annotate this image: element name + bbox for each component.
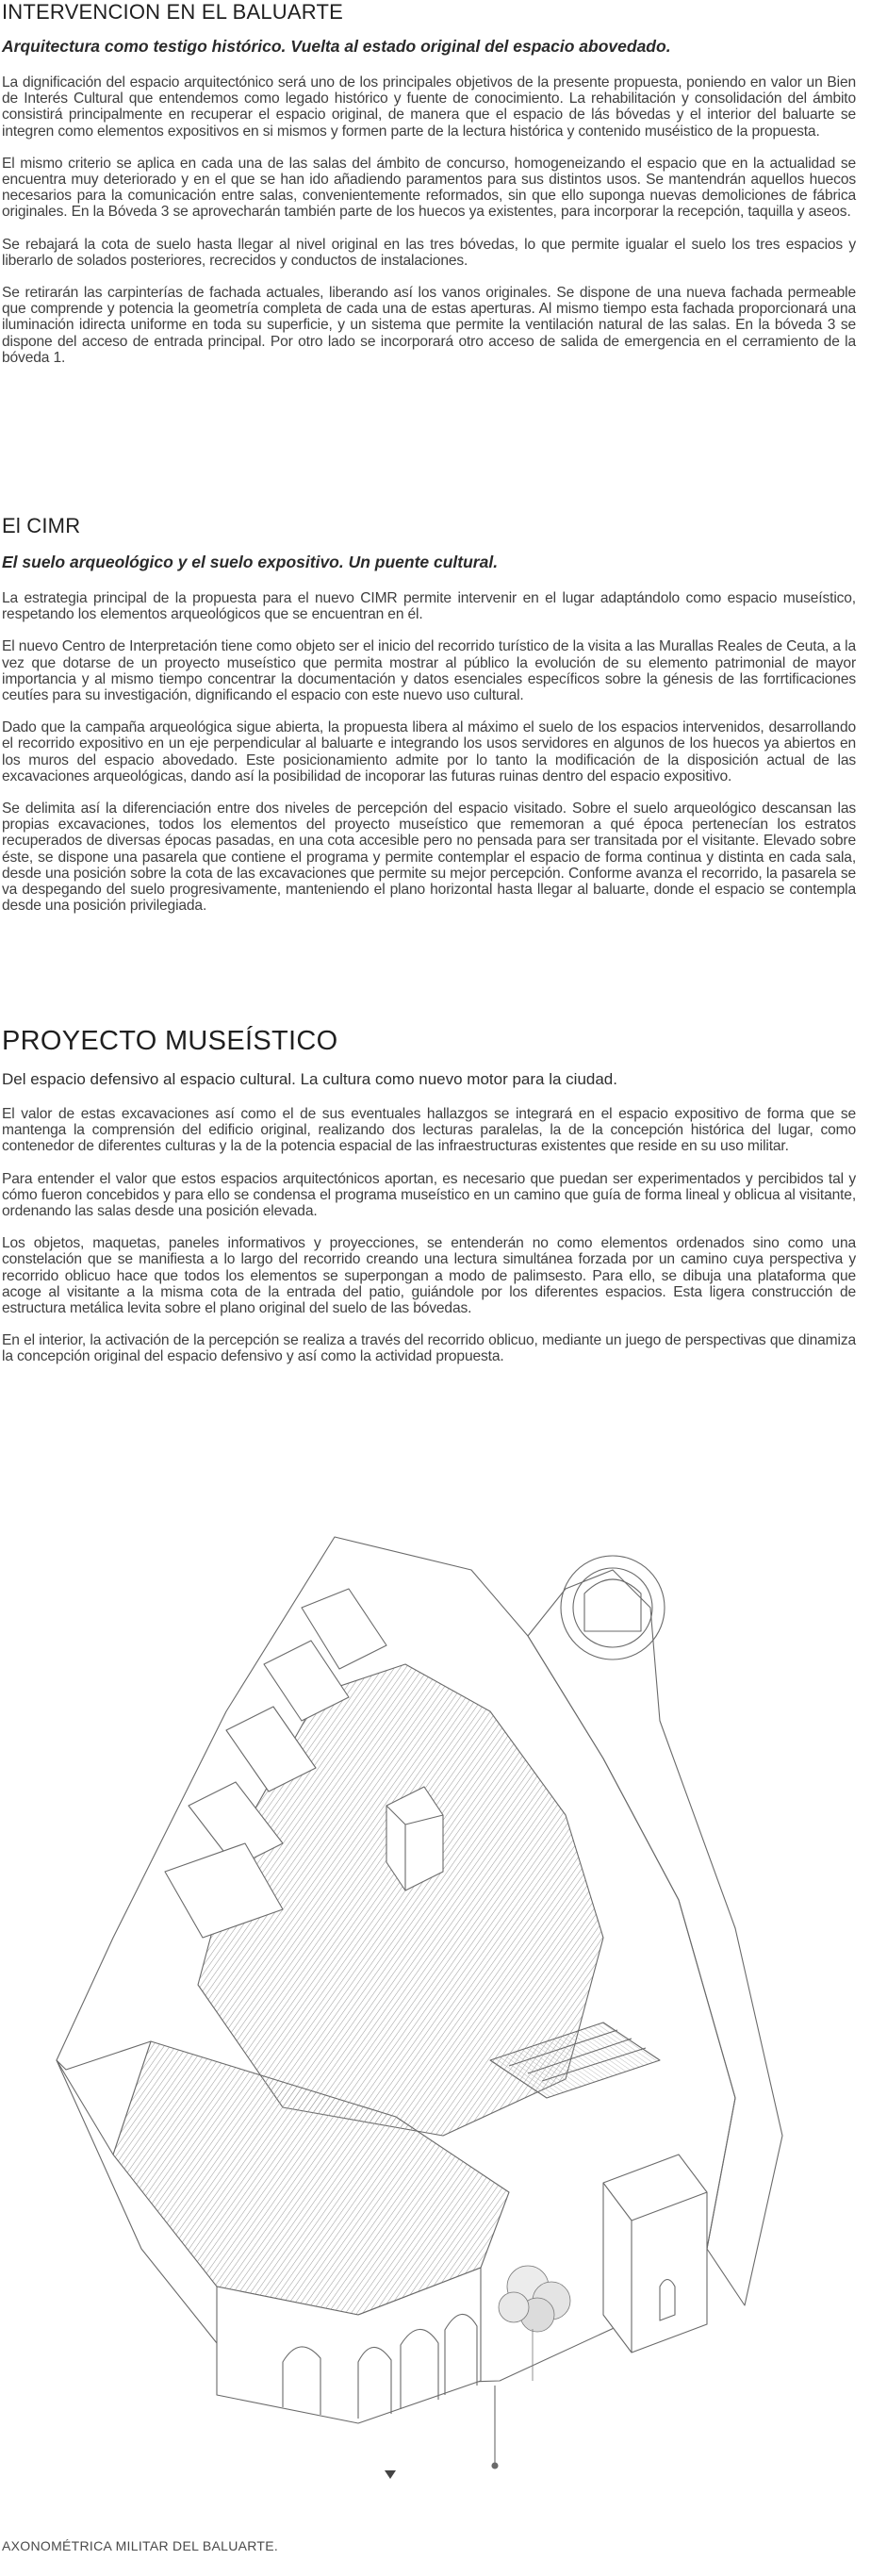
section-title: El CIMR [2, 514, 81, 537]
tower-block [603, 2155, 707, 2353]
paragraph: El nuevo Centro de Interpretación tiene como objeto ser el inicio del recorrido turístico de la visita a las Murallas Reales de Ceuta, a la vez que dotarse de un proyecto museístico que permita mostrar al público la evolución de su elemento patrimonial de mayor importancia y al mismo tiempo concentrar la documentación y datos esenciales específicos sobre la génesis de las forrtificaciones ceutíes para su investigación, dignificando el espacio con este nuevo uso cultural. [2, 638, 856, 704]
section-subtitle: El suelo arqueológico y el suelo expositivo. Un puente cultural. [2, 553, 499, 571]
paragraph: El mismo criterio se aplica en cada una de las salas del ámbito de concurso, homogeneizando el espacio que en la actualidad se encuentra muy deteriorado y en el que se han ido añadiendo paramentos para sus distintos usos. Se mantendrán aquellos huecos necesarios para la comunicación entre salas, convenientemente reformados, sin que ello suponga nuevas demoliciones de fábrica originales. En la Bóveda 3 se aprovecharán también parte de los huecos ya existentes, para incorporar la recepción, taquilla y aseos. [2, 155, 856, 221]
paragraph: En el interior, la activación de la percepción se realiza a través del recorrido oblicuo, mediante un juego de perspectivas que dinamiza la concepción original del espacio defensivo y así como la actividad propuesta. [2, 1332, 856, 1365]
paragraph: Se rebajará la cota de suelo hasta llegar al nivel original en las tres bóvedas, lo que permite igualar el suelo los tres espacios y liberarlo de solados posteriores, recrecidos y conductos de instalaciones. [2, 236, 856, 269]
tree [499, 2266, 570, 2381]
paragraph: Dado que la campaña arqueológica sigue abierta, la propuesta libera al máximo el suelo de los espacios intervenidos, desarrollando el recorrido expositivo en un eje perpendicular al baluarte e integrando los usos servidores en algunos de los huecos ya abiertos en los muros del espacio abovedado. Este posicionamiento admite por lo tanto la modificación de la disposición actual de las excavaciones arqueológicas, dando así la posibilidad de incoporar las futuras ruinas dentro del espacio expositivo. [2, 719, 856, 784]
paragraph: La estrategia principal de la propuesta para el nuevo CIMR permite intervenir en el lugar adaptándolo como espacio museístico, respetando los elementos arqueológicos que se encuentran en él. [2, 590, 856, 623]
axonometric-drawing [0, 1532, 887, 2485]
section-title: INTERVENCION EN EL BALUARTE [2, 0, 343, 24]
section-proyecto-museistico [2, 1026, 856, 1365]
paragraph: Se retirarán las carpinterías de fachada actuales, liberando así los vanos originales. Se dispone de una nueva fachada permeable que comprende y potencia la geometría completa de cada una de estas aperturas. Al mismo tiempo esta fachada proporcionará una iluminación idirecta uniforme en toda su superficie, y un sistema que permite la ventilación natural de las salas. En la bóveda 3 se dispone del acceso de entrada principal. Por otro lado se incorporará otro acceso de salida de emergencia en el cerramiento de la bóveda 1. [2, 285, 856, 366]
tower-round [561, 1556, 665, 1660]
paragraph: Los objetos, maquetas, paneles informativos y proyecciones, se entenderán no como elementos ordenados sino como una constelación que se manifiesta a lo largo del recorrido creando una lectura simultánea forzada por un camino cuya perspectiva y recorrido oblicuo hace que todos los elementos se superpongan a modo de palimsesto. Para ello, se dibuja una plataforma que acoge al visitante a la misma cota de la entrada del patio, guiándole por los diferentes espacios. Esta ligera construcción de estructura metálica levita sobre el plano original del suelo de las bóvedas. [2, 1235, 856, 1317]
section-baluarte [2, 0, 856, 366]
paragraph: Para entender el valor que estos espacios arquitectónicos aportan, es necesario que puedan ser experimentados y percibidos tal y cómo fueron concebidos y para ello se condensa el programa museístico en un camino que guía de forma lineal y oblicua al visitante, ordenando las salas desde una posición elevada. [2, 1170, 856, 1220]
section-title: PROYECTO MUSEÍSTICO [2, 1026, 338, 1056]
section-cimr [2, 514, 856, 914]
paragraph: Se delimita así la diferenciación entre dos niveles de percepción del espacio visitado. Sobre el suelo arqueológico descansan las propias excavaciones, todos los elementos del proyecto museístico que rememoran a qué época pertenecían los estratos recuperados de diversas épocas pasadas, en una cota accesible pero no pensada para ser transitada por el visitante. Elevado sobre éste, se dispone una pasarela que contiene el programa y permite contemplar el espacio de forma continua y distinta en cada sala, desde una posición sobre la cota de las excavaciones que permite su mejor percepción. Conforme avanza el recorrido, la pasarela se va despegando del suelo progresivamente, manteniendo el plano horizontal hasta llegar al baluarte, donde el espacio se contempla desde una posición privilegiada. [2, 801, 856, 915]
section-lead: Del espacio defensivo al espacio cultural. La cultura como nuevo motor para la ciudad. [2, 1070, 617, 1088]
figure-caption: AXONOMÉTRICA MILITAR DEL BALUARTE. [2, 2538, 279, 2553]
turret [386, 1787, 443, 1891]
paragraph: La dignificación del espacio arquitectónico será uno de los principales objetivos de la presente propuesta, poniendo en valor un Bien de Interés Cultural que entendemos como legado histórico y fuente de conocimiento. La rehabilitación y consolidación del ámbito consistirá principalmente en recuperar el espacio original, de manera que el espacio de lás bóvedas y el interior del baluarte se integren como elementos expositivos en si mismos y formen parte de la lectura histórica y contenido muséistico de la propuesta. [2, 74, 856, 140]
paragraph: El valor de estas excavaciones así como el de sus eventuales hallazgos se integrará en el espacio expositivo de forma que se mantenga la comprensión del edificio original, realizando dos lecturas paralelas, la de la concepción histórica del lugar, como contenedor de diferentes culturas y la de la potencia espacial de las infraestructuras existentes que reside en su uso militar. [2, 1106, 856, 1155]
section-subtitle: Arquitectura como testigo histórico. Vuelta al estado original del espacio abovedado. [2, 37, 671, 56]
entrance-marker [385, 2470, 396, 2479]
